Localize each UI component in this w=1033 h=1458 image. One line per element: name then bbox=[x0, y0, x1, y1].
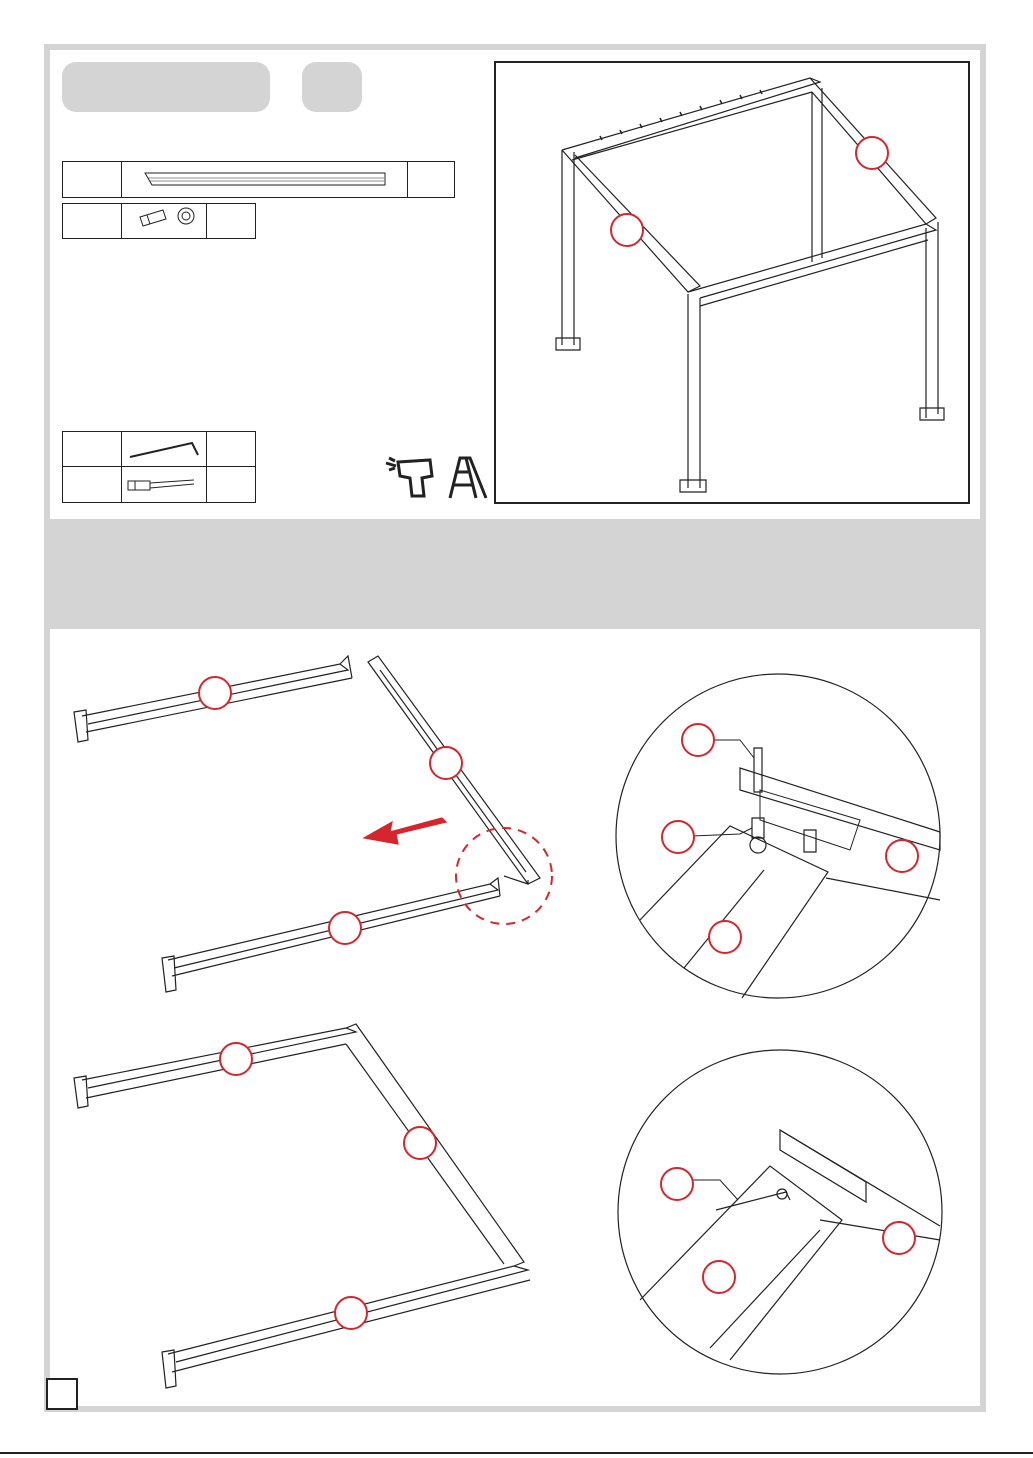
move-arrow bbox=[364, 818, 446, 844]
assembled-view bbox=[74, 1024, 530, 1388]
page-number-box bbox=[46, 1378, 78, 1410]
detail-view-tightening bbox=[618, 1050, 942, 1374]
exploded-view bbox=[74, 656, 540, 992]
callout-circle bbox=[199, 677, 918, 1329]
page-bottom-rule bbox=[0, 1452, 1033, 1454]
